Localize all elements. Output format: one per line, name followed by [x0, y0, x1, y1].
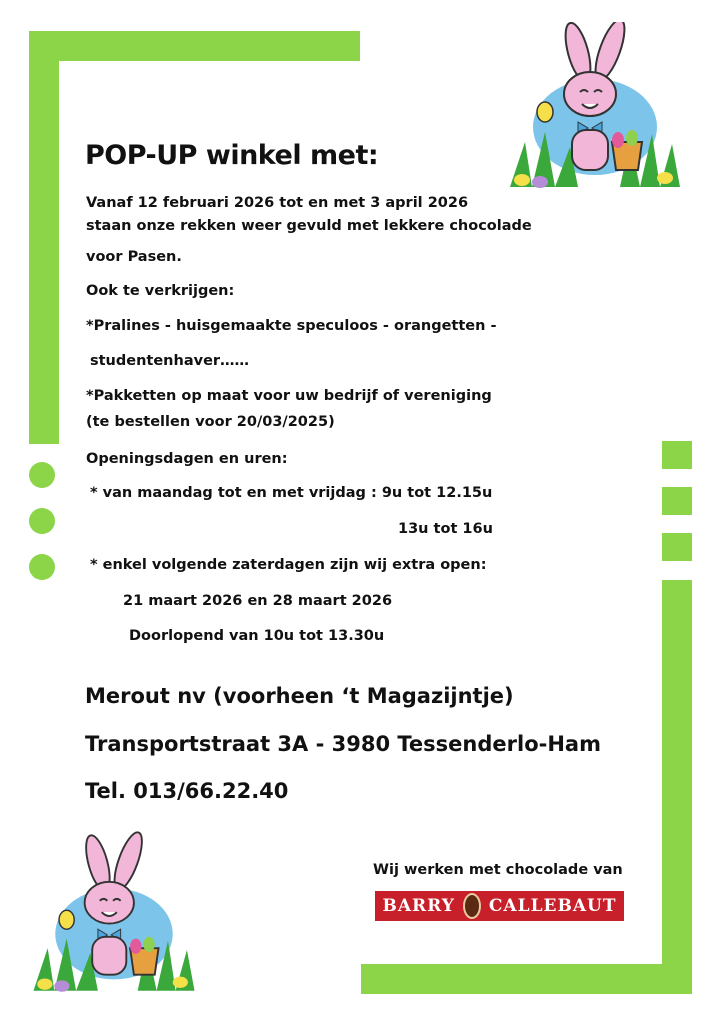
- logo-text-right: CALLEBAUT: [488, 896, 617, 916]
- period-line-2: staan onze rekken weer gevuld met lekkere chocolade: [86, 218, 532, 234]
- weekday-hours-afternoon: 13u tot 16u: [398, 521, 493, 537]
- chocolate-supplier-note: Wij werken met chocolade van: [373, 862, 623, 878]
- weekday-hours: * van maandag tot en met vrijdag : 9u tot 12.15u: [90, 485, 493, 501]
- frame-right-bar: [662, 580, 692, 994]
- frame-square-1: [662, 441, 692, 469]
- frame-square-3: [662, 533, 692, 561]
- saturday-hours: Doorlopend van 10u tot 13.30u: [129, 628, 385, 644]
- products-line-2: studentenhaver……: [90, 353, 250, 369]
- barry-callebaut-logo: [375, 891, 624, 921]
- products-line-1: *Pralines - huisgemaakte speculoos - orangetten -: [86, 318, 497, 334]
- period-line-3: voor Pasen.: [86, 249, 182, 265]
- frame-dot-2: [29, 508, 55, 534]
- easter-bunny-icon: [24, 830, 204, 1000]
- logo-text-left: BARRY: [382, 896, 455, 916]
- frame-left-bar: [29, 31, 59, 444]
- period-line-1: Vanaf 12 februari 2026 tot en met 3 april 2026: [86, 195, 469, 211]
- frame-top-bar: [29, 31, 360, 61]
- frame-dot-3: [29, 554, 55, 580]
- cocoa-bean-icon: [463, 893, 481, 919]
- opening-hours-heading: Openingsdagen en uren:: [86, 451, 288, 467]
- packages-line-1: *Pakketten op maat voor uw bedrijf of vereniging: [86, 388, 492, 404]
- company-address: Transportstraat 3A - 3980 Tessenderlo-Ham: [85, 732, 601, 756]
- frame-dot-1: [29, 462, 55, 488]
- easter-bunny-icon: [500, 22, 690, 192]
- frame-bottom-bar: [361, 964, 692, 994]
- also-available-heading: Ook te verkrijgen:: [86, 283, 235, 299]
- company-name: Merout nv (voorheen ‘t Magazijntje): [85, 684, 514, 708]
- saturday-note: * enkel volgende zaterdagen zijn wij extra open:: [90, 557, 487, 573]
- packages-line-2: (te bestellen voor 20/03/2025): [86, 414, 335, 430]
- company-phone: Tel. 013/66.22.40: [85, 779, 289, 803]
- frame-square-2: [662, 487, 692, 515]
- saturday-dates: 21 maart 2026 en 28 maart 2026: [123, 593, 393, 609]
- page-title: POP-UP winkel met:: [85, 140, 379, 171]
